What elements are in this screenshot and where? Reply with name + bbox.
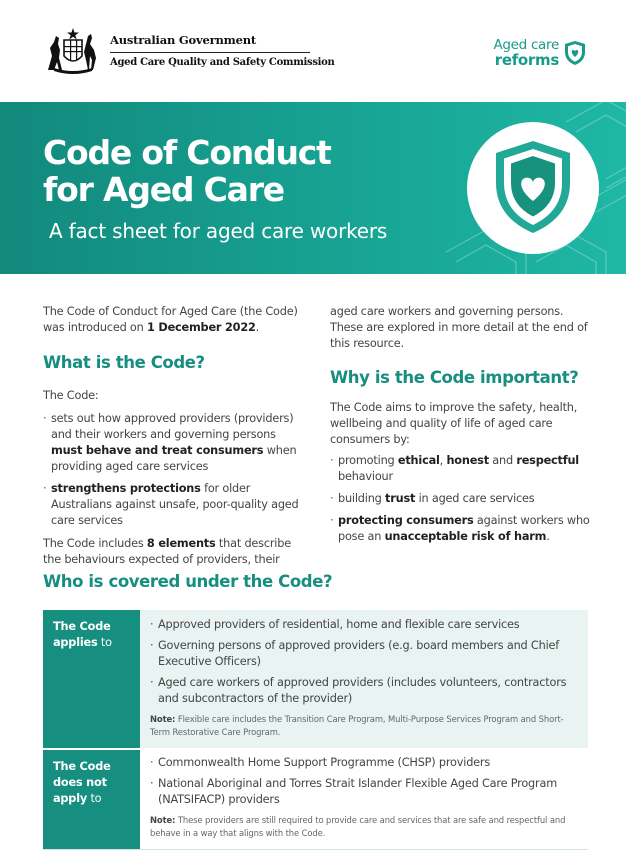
list-item: · sets out how approved providers (providers) and their workers and governing persons must behave and treat consumers when providing aged care services — [43, 411, 308, 475]
list-item: · building trust in aged care services — [330, 491, 590, 507]
aged-care-reforms-logo — [493, 38, 586, 68]
intro-paragraph: The Code of Conduct for Aged Care (the Code) was introduced on 1 December 2022. — [43, 305, 298, 334]
government-logo — [42, 26, 335, 74]
coat-of-arms-icon — [42, 26, 104, 74]
list-item: · protecting consumers against workers who pose an unacceptable risk of harm. — [330, 513, 590, 545]
continued-paragraph: aged care workers and governing persons. These are explored in more detail at the end of this resource. — [330, 305, 588, 350]
list-item: · Commonwealth Home Support Programme (CHSP) providers — [150, 755, 576, 771]
what-lead: The Code: — [43, 389, 99, 402]
applies-to-header: The Code applies to — [43, 610, 140, 748]
who-is-covered-heading: Who is covered under the Code? — [43, 572, 333, 591]
commission-name: Aged Care Quality and Safety Commission — [110, 56, 335, 68]
list-item: · promoting ethical, honest and respectful behaviour — [330, 453, 590, 485]
list-item: · Approved providers of residential, home and flexible care services — [150, 617, 576, 633]
page-title — [43, 134, 331, 208]
applies-note: Note: Flexible care includes the Transition Care Program, Multi-Purpose Services Program and Short-Term Restorative Care Program. — [150, 714, 564, 737]
page-subtitle: A fact sheet for aged care workers — [49, 219, 388, 243]
reforms-logo-line2: reforms — [494, 51, 559, 69]
title-line-2: for Aged Care — [43, 170, 284, 209]
title-banner — [0, 102, 626, 274]
reforms-logo-line1: Aged care — [493, 37, 559, 53]
list-item: · strengthens protections for older Australians against unsafe, poor-quality aged care services — [43, 481, 308, 529]
why-lead: The Code aims to improve the safety, health, wellbeing and quality of life of aged care consumers by: — [330, 401, 578, 446]
table-row — [43, 610, 588, 748]
shield-icon — [564, 40, 586, 66]
coverage-table — [43, 610, 588, 850]
table-row — [43, 748, 588, 850]
does-not-apply-header: The Code does not apply to — [43, 748, 140, 849]
what-is-code-heading: What is the Code? — [43, 353, 205, 372]
right-column — [330, 304, 590, 545]
left-column — [43, 304, 308, 568]
applies-to-content — [140, 610, 588, 748]
why-important-heading: Why is the Code important? — [330, 368, 579, 387]
government-name: Australian Government — [110, 33, 310, 53]
does-not-apply-note: Note: These providers are still required to provide care and services that are safe and respectful and behave in a way that aligns with the Code. — [150, 815, 566, 838]
elements-paragraph: The Code includes 8 elements that describe the behaviours expected of providers, their — [43, 537, 291, 566]
list-item: · Governing persons of approved providers (e.g. board members and Chief Executive Officers) — [150, 638, 576, 670]
list-item: · National Aboriginal and Torres Strait Islander Flexible Aged Care Program (NATSIFACP) providers — [150, 776, 576, 808]
title-line-1: Code of Conduct — [43, 133, 331, 172]
shield-icon — [493, 139, 573, 235]
list-item: · Aged care workers of approved providers (includes volunteers, contractors and subcontractors of the provider) — [150, 675, 576, 707]
does-not-apply-content — [140, 748, 588, 849]
